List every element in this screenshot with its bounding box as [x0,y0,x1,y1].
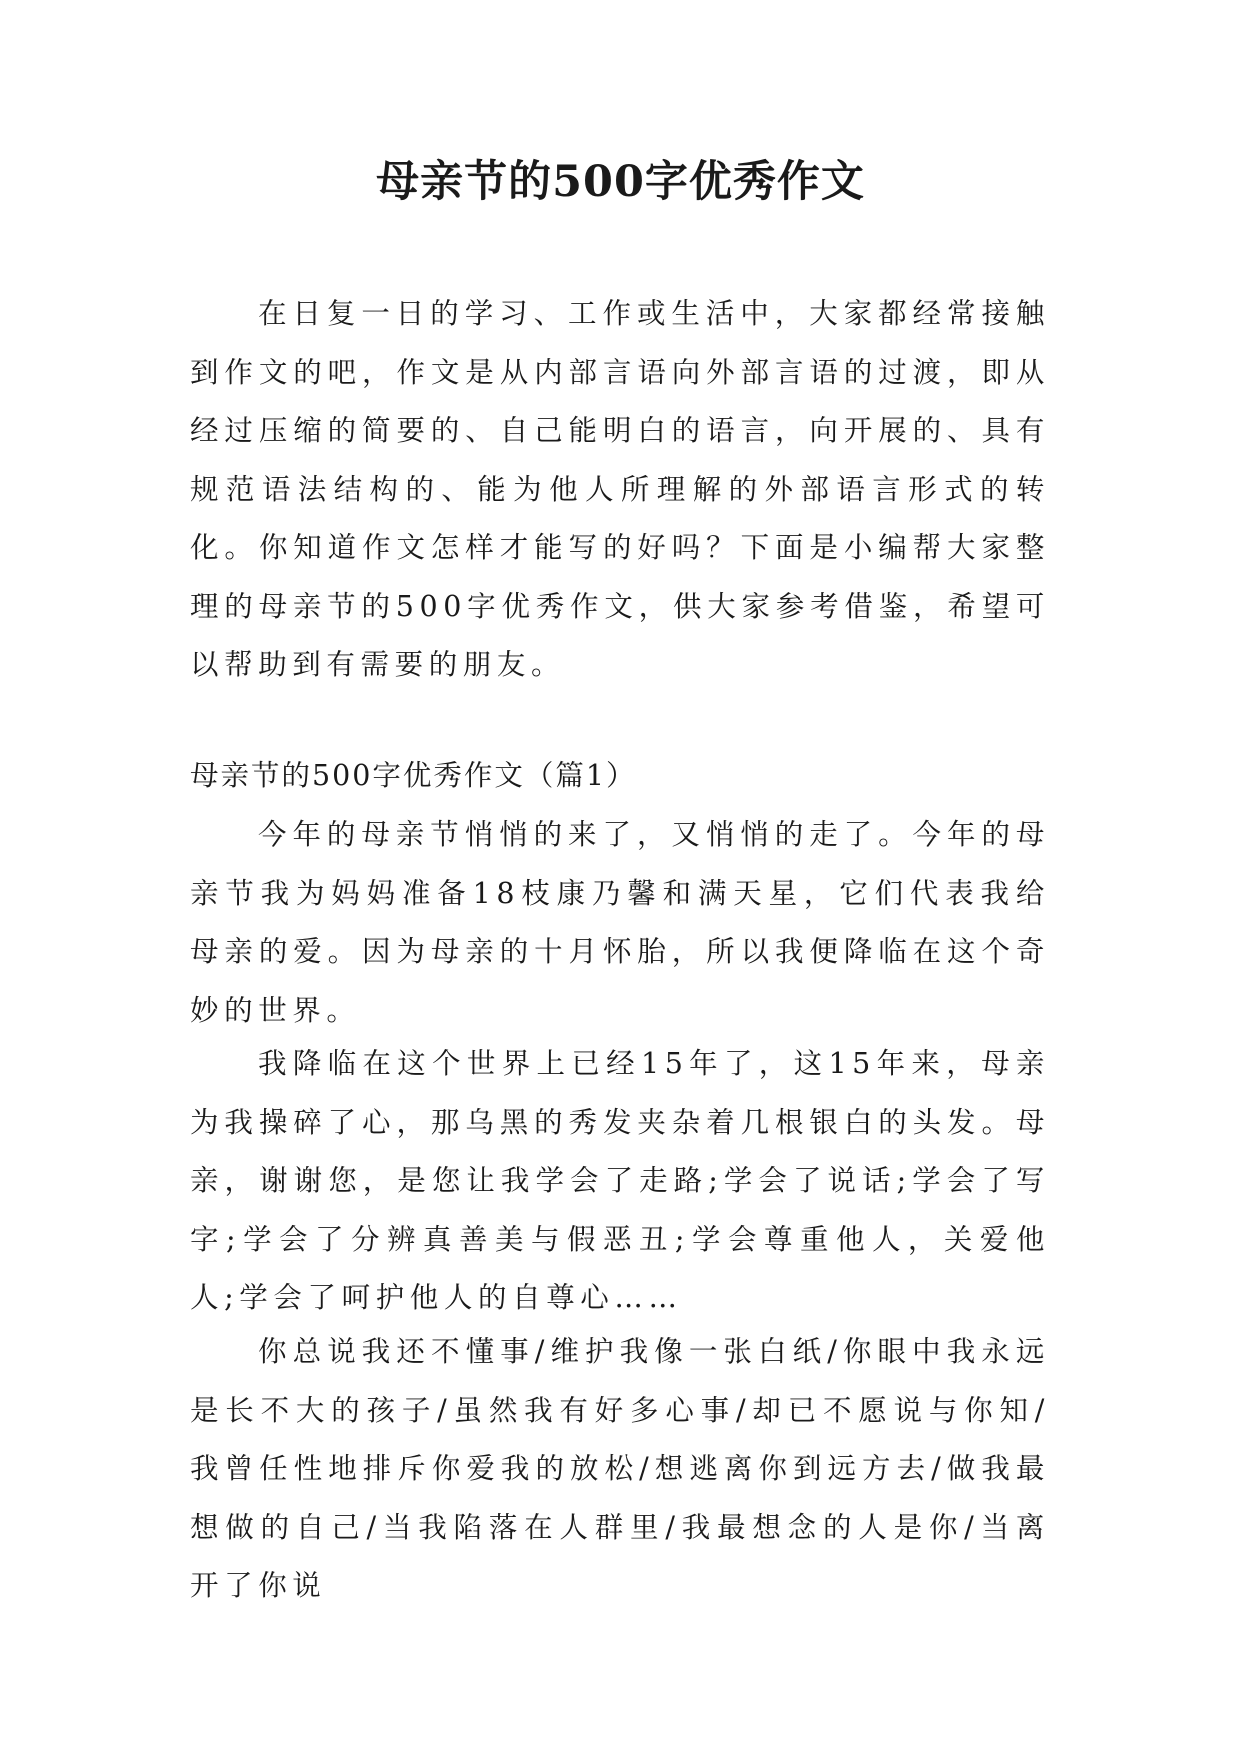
body-paragraph-1: 今年的母亲节悄悄的来了，又悄悄的走了。今年的母亲节我为妈妈准备18枝康乃馨和满天星，它们代表我给母亲的爱。因为母亲的十月怀胎，所以我便降临在这个奇妙的世界。 [190,818,1050,1027]
body-paragraph-3: 你总说我还不懂事/维护我像一张白纸/你眼中我永远是长不大的孩子/虽然我有好多心事/却已不愿说与你知/我曾任性地排斥你爱我的放松/想逃离你到远方去/做我最想做的自己/当我陷落在人群里/我最想念的人是你/当离开了你说 [190,1335,1050,1602]
intro-paragraph: 在日复一日的学习、工作或生活中，大家都经常接触到作文的吧，作文是从内部言语向外部言语的过渡，即从经过压缩的简要的、自己能明白的语言，向开展的、具有规范语法结构的、能为他人所理解的外部语言形式的转化。你知道作文怎样才能写的好吗？下面是小编帮大家整理的母亲节的500字优秀作文，供大家参考借鉴，希望可以帮助到有需要的朋友。 [190,297,1050,681]
section-heading: 母亲节的500字优秀作文（篇1） [190,759,637,792]
document-title: 母亲节的500字优秀作文 [376,157,865,207]
body-paragraph-2: 我降临在这个世界上已经15年了，这15年来，母亲为我操碎了心，那乌黑的秀发夹杂着几根银白的头发。母亲，谢谢您，是您让我学会了走路;学会了说话;学会了写字;学会了分辨真善美与假恶丑;学会尊重他人，关爱他人;学会了呵护他人的自尊心…… [190,1047,1050,1314]
